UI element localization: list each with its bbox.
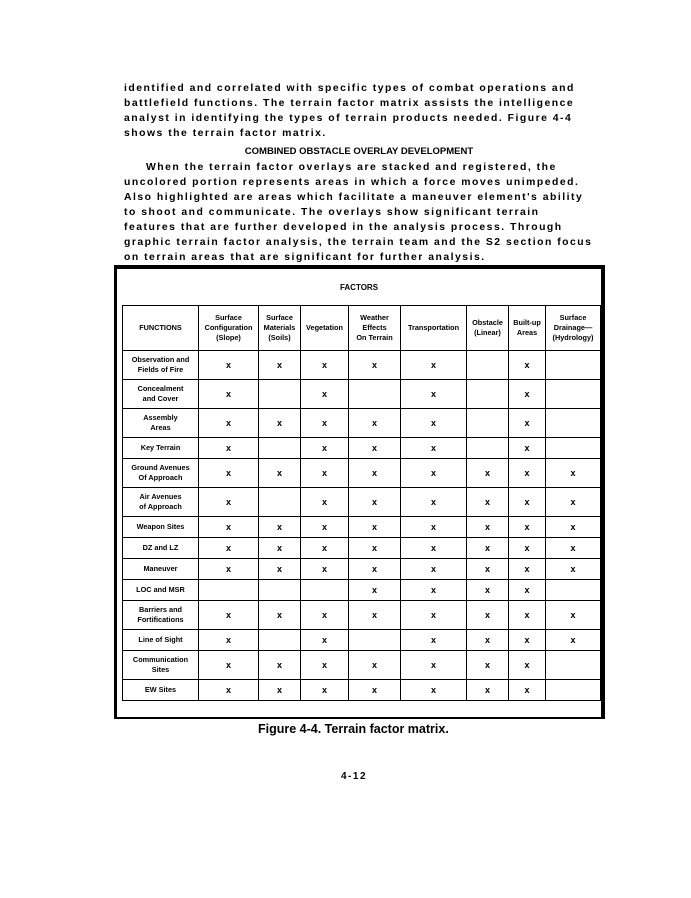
table-row [123, 559, 601, 580]
matrix-cell [546, 380, 601, 409]
matrix-cell: x [546, 517, 601, 538]
matrix-cell: x [467, 459, 509, 488]
matrix-cell: x [349, 488, 401, 517]
matrix-cell: x [546, 488, 601, 517]
column-header: Transportation [401, 306, 467, 351]
table-row [123, 580, 601, 601]
matrix-cell: x [301, 651, 349, 680]
matrix-cell: x [259, 459, 301, 488]
matrix-cell [467, 409, 509, 438]
matrix-cell: x [301, 559, 349, 580]
matrix-cell: x [301, 517, 349, 538]
matrix-cell: x [199, 680, 259, 701]
matrix-cell: x [467, 580, 509, 601]
table-row [123, 517, 601, 538]
matrix-cell: x [349, 680, 401, 701]
column-header: Weather Effects On Terrain [349, 306, 401, 351]
matrix-cell: x [467, 517, 509, 538]
matrix-cell: x [301, 351, 349, 380]
matrix-cell: x [199, 651, 259, 680]
matrix-cell: x [259, 351, 301, 380]
column-header: Surface Drainage— (Hydrology) [546, 306, 601, 351]
figure-frame [114, 265, 605, 719]
matrix-cell: x [401, 351, 467, 380]
matrix-cell: x [199, 559, 259, 580]
matrix-cell: x [349, 601, 401, 630]
matrix-cell: x [401, 459, 467, 488]
function-cell: Concealment and Cover [123, 380, 199, 409]
matrix-cell [199, 580, 259, 601]
matrix-cell: x [509, 409, 546, 438]
matrix-cell: x [259, 409, 301, 438]
function-cell: Barriers and Fortifications [123, 601, 199, 630]
matrix-cell: x [349, 538, 401, 559]
matrix-cell: x [259, 538, 301, 559]
matrix-cell [546, 351, 601, 380]
table-row [123, 651, 601, 680]
table-row [123, 459, 601, 488]
matrix-cell: x [467, 559, 509, 580]
column-header: Surface Configuration (Slope) [199, 306, 259, 351]
matrix-cell: x [199, 351, 259, 380]
matrix-cell: x [546, 459, 601, 488]
matrix-cell: x [509, 351, 546, 380]
intro-paragraph: identified and correlated with specific types of combat operations and battlefield functions. The terrain factor matrix assists the intelligence analyst in identifying the types of terrain products needed. Figure 4-4 shows the terrain factor matrix. [124, 83, 575, 139]
function-cell: Communication Sites [123, 651, 199, 680]
matrix-cell: x [301, 438, 349, 459]
function-cell: Key Terrain [123, 438, 199, 459]
matrix-cell: x [199, 630, 259, 651]
matrix-cell: x [401, 380, 467, 409]
matrix-cell: x [259, 651, 301, 680]
matrix-cell: x [467, 488, 509, 517]
matrix-cell: x [301, 488, 349, 517]
matrix-cell [546, 409, 601, 438]
matrix-cell [259, 580, 301, 601]
matrix-cell: x [301, 630, 349, 651]
table-row [123, 380, 601, 409]
matrix-cell [259, 630, 301, 651]
matrix-cell [546, 651, 601, 680]
function-cell: LOC and MSR [123, 580, 199, 601]
functions-header: FUNCTIONS [123, 306, 199, 351]
column-header: Vegetation [301, 306, 349, 351]
matrix-cell: x [509, 651, 546, 680]
table-row [123, 538, 601, 559]
matrix-cell: x [259, 680, 301, 701]
matrix-cell: x [509, 488, 546, 517]
matrix-cell: x [509, 559, 546, 580]
matrix-cell: x [467, 601, 509, 630]
matrix-cell: x [199, 601, 259, 630]
matrix-cell [349, 380, 401, 409]
matrix-cell: x [199, 438, 259, 459]
table-row [123, 351, 601, 380]
matrix-cell: x [199, 409, 259, 438]
matrix-cell [546, 438, 601, 459]
matrix-cell: x [467, 630, 509, 651]
function-cell: Ground Avenues Of Approach [123, 459, 199, 488]
table-row [123, 680, 601, 701]
matrix-cell [546, 680, 601, 701]
matrix-cell [259, 438, 301, 459]
matrix-cell: x [509, 517, 546, 538]
matrix-cell: x [301, 409, 349, 438]
table-row [123, 409, 601, 438]
function-cell: Air Avenues of Approach [123, 488, 199, 517]
matrix-cell: x [509, 538, 546, 559]
matrix-cell: x [401, 517, 467, 538]
matrix-cell: x [401, 651, 467, 680]
matrix-cell: x [349, 517, 401, 538]
matrix-cell [467, 380, 509, 409]
column-header: Surface Materials (Soils) [259, 306, 301, 351]
matrix-cell: x [509, 680, 546, 701]
matrix-cell: x [349, 351, 401, 380]
matrix-cell: x [509, 459, 546, 488]
matrix-cell: x [546, 559, 601, 580]
matrix-cell: x [509, 580, 546, 601]
matrix-cell: x [199, 538, 259, 559]
function-cell: Weapon Sites [123, 517, 199, 538]
column-header: Built-up Areas [509, 306, 546, 351]
matrix-cell: x [509, 601, 546, 630]
figure-caption: Figure 4-4. Terrain factor matrix. [258, 722, 449, 736]
factors-label: FACTORS [339, 283, 379, 292]
matrix-cell: x [401, 488, 467, 517]
matrix-cell [259, 380, 301, 409]
table-row [123, 488, 601, 517]
matrix-cell: x [301, 459, 349, 488]
body-paragraph: When the terrain factor overlays are stacked and registered, the uncolored portion represents areas in which a force moves unimpeded. Also highlighted are areas which facilitate a maneuver element's ability to shoot and communicate. The overlays show significant terrain features that are further developed in the analysis process. Through graphic terrain factor analysis, the terrain team and the S2 section focus on terrain areas that are significant for further analysis. [124, 162, 593, 263]
function-cell: EW Sites [123, 680, 199, 701]
table-row [123, 438, 601, 459]
matrix-cell: x [401, 630, 467, 651]
matrix-cell [546, 580, 601, 601]
matrix-cell: x [467, 538, 509, 559]
matrix-cell: x [349, 559, 401, 580]
function-cell: Maneuver [123, 559, 199, 580]
matrix-cell: x [401, 559, 467, 580]
function-cell: Observation and Fields of Fire [123, 351, 199, 380]
matrix-cell: x [509, 380, 546, 409]
matrix-cell: x [259, 559, 301, 580]
matrix-cell: x [349, 580, 401, 601]
matrix-cell: x [401, 438, 467, 459]
matrix-cell: x [401, 538, 467, 559]
matrix-cell: x [509, 630, 546, 651]
matrix-cell [467, 351, 509, 380]
matrix-cell: x [546, 601, 601, 630]
matrix-cell: x [301, 380, 349, 409]
matrix-cell: x [259, 601, 301, 630]
matrix-cell: x [401, 580, 467, 601]
matrix-cell [259, 488, 301, 517]
matrix-cell [467, 438, 509, 459]
matrix-cell: x [401, 409, 467, 438]
matrix-cell: x [199, 517, 259, 538]
matrix-cell [349, 630, 401, 651]
matrix-cell: x [349, 409, 401, 438]
table-row [123, 630, 601, 651]
matrix-cell: x [401, 680, 467, 701]
function-cell: Assembly Areas [123, 409, 199, 438]
matrix-cell: x [259, 517, 301, 538]
matrix-cell: x [199, 488, 259, 517]
matrix-cell [301, 580, 349, 601]
matrix-cell: x [509, 438, 546, 459]
matrix-cell: x [301, 601, 349, 630]
matrix-body [123, 351, 601, 701]
matrix-cell: x [546, 538, 601, 559]
matrix-cell: x [349, 438, 401, 459]
function-cell: Line of Sight [123, 630, 199, 651]
matrix-cell: x [301, 680, 349, 701]
matrix-cell: x [199, 459, 259, 488]
matrix-cell: x [199, 380, 259, 409]
header-row [123, 306, 601, 351]
table-row [123, 601, 601, 630]
matrix-cell: x [301, 538, 349, 559]
column-header: Obstacle (Linear) [467, 306, 509, 351]
matrix-cell: x [546, 630, 601, 651]
function-cell: DZ and LZ [123, 538, 199, 559]
terrain-factor-matrix [122, 305, 601, 701]
matrix-cell: x [467, 651, 509, 680]
section-heading: COMBINED OBSTACLE OVERLAY DEVELOPMENT [244, 146, 474, 157]
page-number: 4-12 [341, 771, 368, 782]
matrix-cell: x [401, 601, 467, 630]
matrix-cell: x [349, 459, 401, 488]
matrix-cell: x [349, 651, 401, 680]
matrix-cell: x [467, 680, 509, 701]
